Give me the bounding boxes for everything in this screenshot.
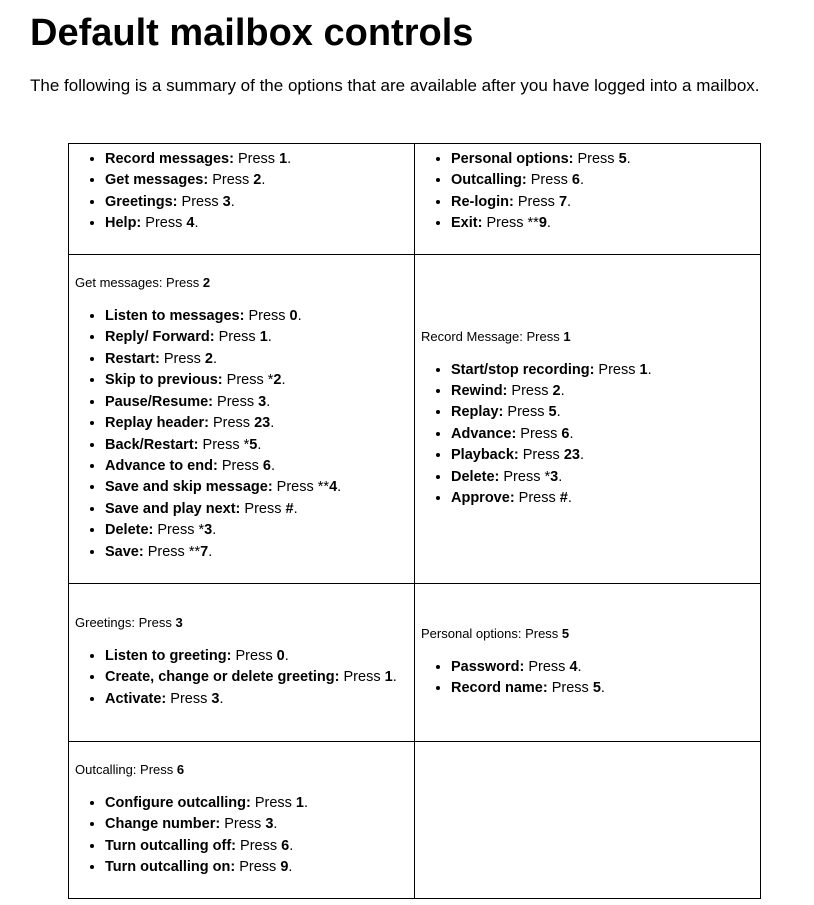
intro-paragraph: The following is a summary of the options that are available after you have logged into a mailbox. [30,76,760,95]
list-item: • Listen to messages: Press 0. [105,306,408,327]
section-heading: Greetings: Press 3 [75,614,183,630]
option-label: Start/stop recording: [451,361,595,378]
page-title: Default mailbox controls [30,12,474,54]
list-item: • Playback: Press 23. [451,445,754,466]
option-key: 1 [259,329,268,346]
main-menu-left-list [75,149,408,235]
section-heading-key: 1 [563,328,571,344]
section-options-list [421,657,754,700]
option-key: 6 [262,457,271,474]
list-item: • Record messages: Press 1. [105,149,408,170]
option-label: Advance: [451,425,517,442]
list-item: • Get messages: Press 2. [105,170,408,191]
option-label: Pause/Resume: [105,393,213,410]
option-label: Activate: [105,690,167,707]
option-key: 5 [249,436,258,453]
list-item: • Back/Restart: Press *5. [105,435,408,456]
option-key: 7 [200,543,209,560]
option-key: 4 [186,215,195,232]
list-item: • Personal options: Press 5. [451,149,754,170]
option-key: 3 [204,522,213,539]
controls-table [68,143,761,899]
list-item: • Turn outcalling off: Press 6. [105,836,408,857]
option-label: Playback: [451,447,519,464]
option-key: # [559,490,568,507]
option-label: Listen to greeting: [105,647,232,664]
option-label: Replay: [451,404,504,421]
list-item: • Save and play next: Press #. [105,499,408,520]
list-item: • Reply/ Forward: Press 1. [105,327,408,348]
option-key: 23 [254,415,271,432]
section-heading: Outcalling: Press 6 [75,761,185,777]
list-item: • Delete: Press *3. [105,520,408,541]
main-menu-right-list [421,149,754,235]
option-key: 5 [618,151,627,167]
option-label: Delete: [105,522,154,539]
option-key: 6 [281,837,290,854]
option-label: Exit: [451,215,483,232]
option-label: Save and skip message: [105,479,273,496]
option-key: 3 [211,690,220,707]
option-label: Record name: [451,680,548,696]
list-item: • Save and skip message: Press **4. [105,477,408,498]
option-label: Create, change or delete greeting: [105,669,340,686]
get-messages-section [69,255,415,584]
option-key: 1 [279,151,288,167]
main-menu-right-cell [415,144,761,255]
option-key: 9 [280,858,289,875]
section-heading-key: 2 [202,275,211,291]
section-options-list [421,360,754,510]
option-key: 0 [289,308,298,325]
option-key: # [285,500,294,517]
list-item: • Delete: Press *3. [451,467,754,488]
option-label: Save: [105,543,144,560]
list-item: • Re-login: Press 7. [451,192,754,213]
list-item: • Exit: Press **9. [451,213,754,234]
list-item: • Advance to end: Press 6. [105,456,408,477]
option-key: 9 [538,215,547,232]
option-key: 7 [558,193,568,210]
option-label: Restart: [105,350,160,367]
section-heading-label: Record Message: [421,328,523,344]
option-label: Turn outcalling on: [105,858,236,875]
list-item: • Listen to greeting: Press 0. [105,646,408,667]
section-heading: Get messages: Press 2 [75,275,211,291]
option-key: 5 [548,404,557,421]
list-item: • Approve: Press #. [451,488,754,509]
option-label: Change number: [105,816,221,833]
option-key: 6 [571,172,580,189]
option-label: Listen to messages: [105,308,245,325]
record-message-section [415,255,761,584]
list-item: • Pause/Resume: Press 3. [105,392,408,413]
option-label: Skip to previous: [105,372,223,389]
list-item: • Save: Press **7. [105,542,408,563]
personal-options-section [415,584,761,742]
list-item: • Advance: Press 6. [451,424,754,445]
option-key: 3 [550,468,559,485]
option-key: 1 [295,794,304,811]
option-label: Reply/ Forward: [105,329,215,346]
option-label: Help: [105,215,142,232]
option-label: Re-login: [451,193,514,210]
option-label: Get messages: [105,172,209,189]
option-key: 23 [563,447,580,464]
option-key: 3 [222,193,231,210]
option-label: Configure outcalling: [105,794,251,811]
option-key: 4 [569,658,578,675]
section-heading-key: 3 [175,614,183,630]
option-key: 5 [592,680,601,696]
list-item: • Help: Press 4. [105,213,408,234]
option-label: Password: [451,658,525,675]
list-item: • Rewind: Press 2. [451,381,754,402]
option-label: Greetings: [105,193,178,210]
empty-cell [415,742,761,899]
option-label: Rewind: [451,382,508,399]
section-heading-key: 5 [561,625,570,641]
section-options-list [75,646,408,710]
option-key: 0 [276,647,285,664]
list-item: • Replay: Press 5. [451,402,754,423]
list-item: • Record name: Press 5. [451,678,754,699]
main-menu-left-cell [69,144,415,255]
option-label: Back/Restart: [105,436,199,453]
section-heading: Personal options: Press 5 [421,625,570,641]
option-key: 1 [639,361,648,378]
option-label: Outcalling: [451,172,527,189]
list-item: • Outcalling: Press 6. [451,170,754,191]
section-heading-label: Get messages: [75,275,163,291]
section-heading-label: Outcalling: [75,761,137,777]
option-label: Delete: [451,468,500,485]
list-item: • Create, change or delete greeting: Press 1. [105,667,408,688]
option-label: Record messages: [105,151,234,167]
option-key: 1 [384,669,393,686]
option-key: 6 [561,425,570,442]
list-item: • Activate: Press 3. [105,689,408,710]
option-key: 2 [552,382,561,399]
list-item: • Start/stop recording: Press 1. [451,360,754,381]
outcalling-section [69,742,415,899]
option-label: Save and play next: [105,500,241,517]
section-heading-label: Greetings: [75,614,135,630]
option-label: Turn outcalling off: [105,837,237,854]
list-item: • Greetings: Press 3. [105,192,408,213]
option-key: 2 [204,350,213,367]
option-key: 4 [329,479,338,496]
list-item: • Replay header: Press 23. [105,413,408,434]
option-label: Advance to end: [105,457,218,474]
option-key: 2 [273,372,282,389]
option-key: 2 [253,172,262,189]
list-item: • Turn outcalling on: Press 9. [105,857,408,878]
section-heading: Record Message: Press 1 [421,328,571,344]
option-label: Approve: [451,490,515,507]
list-item: • Skip to previous: Press *2. [105,370,408,391]
section-options-list [75,793,408,879]
option-key: 3 [265,816,274,833]
section-heading-label: Personal options: [421,625,522,641]
section-heading-key: 6 [176,761,185,777]
list-item: • Password: Press 4. [451,657,754,678]
option-key: 3 [258,393,267,410]
list-item: • Restart: Press 2. [105,349,408,370]
greetings-section [69,584,415,742]
list-item: • Configure outcalling: Press 1. [105,793,408,814]
option-label: Personal options: [451,151,574,167]
list-item: • Change number: Press 3. [105,814,408,835]
option-label: Replay header: [105,415,209,432]
section-options-list [75,306,408,563]
